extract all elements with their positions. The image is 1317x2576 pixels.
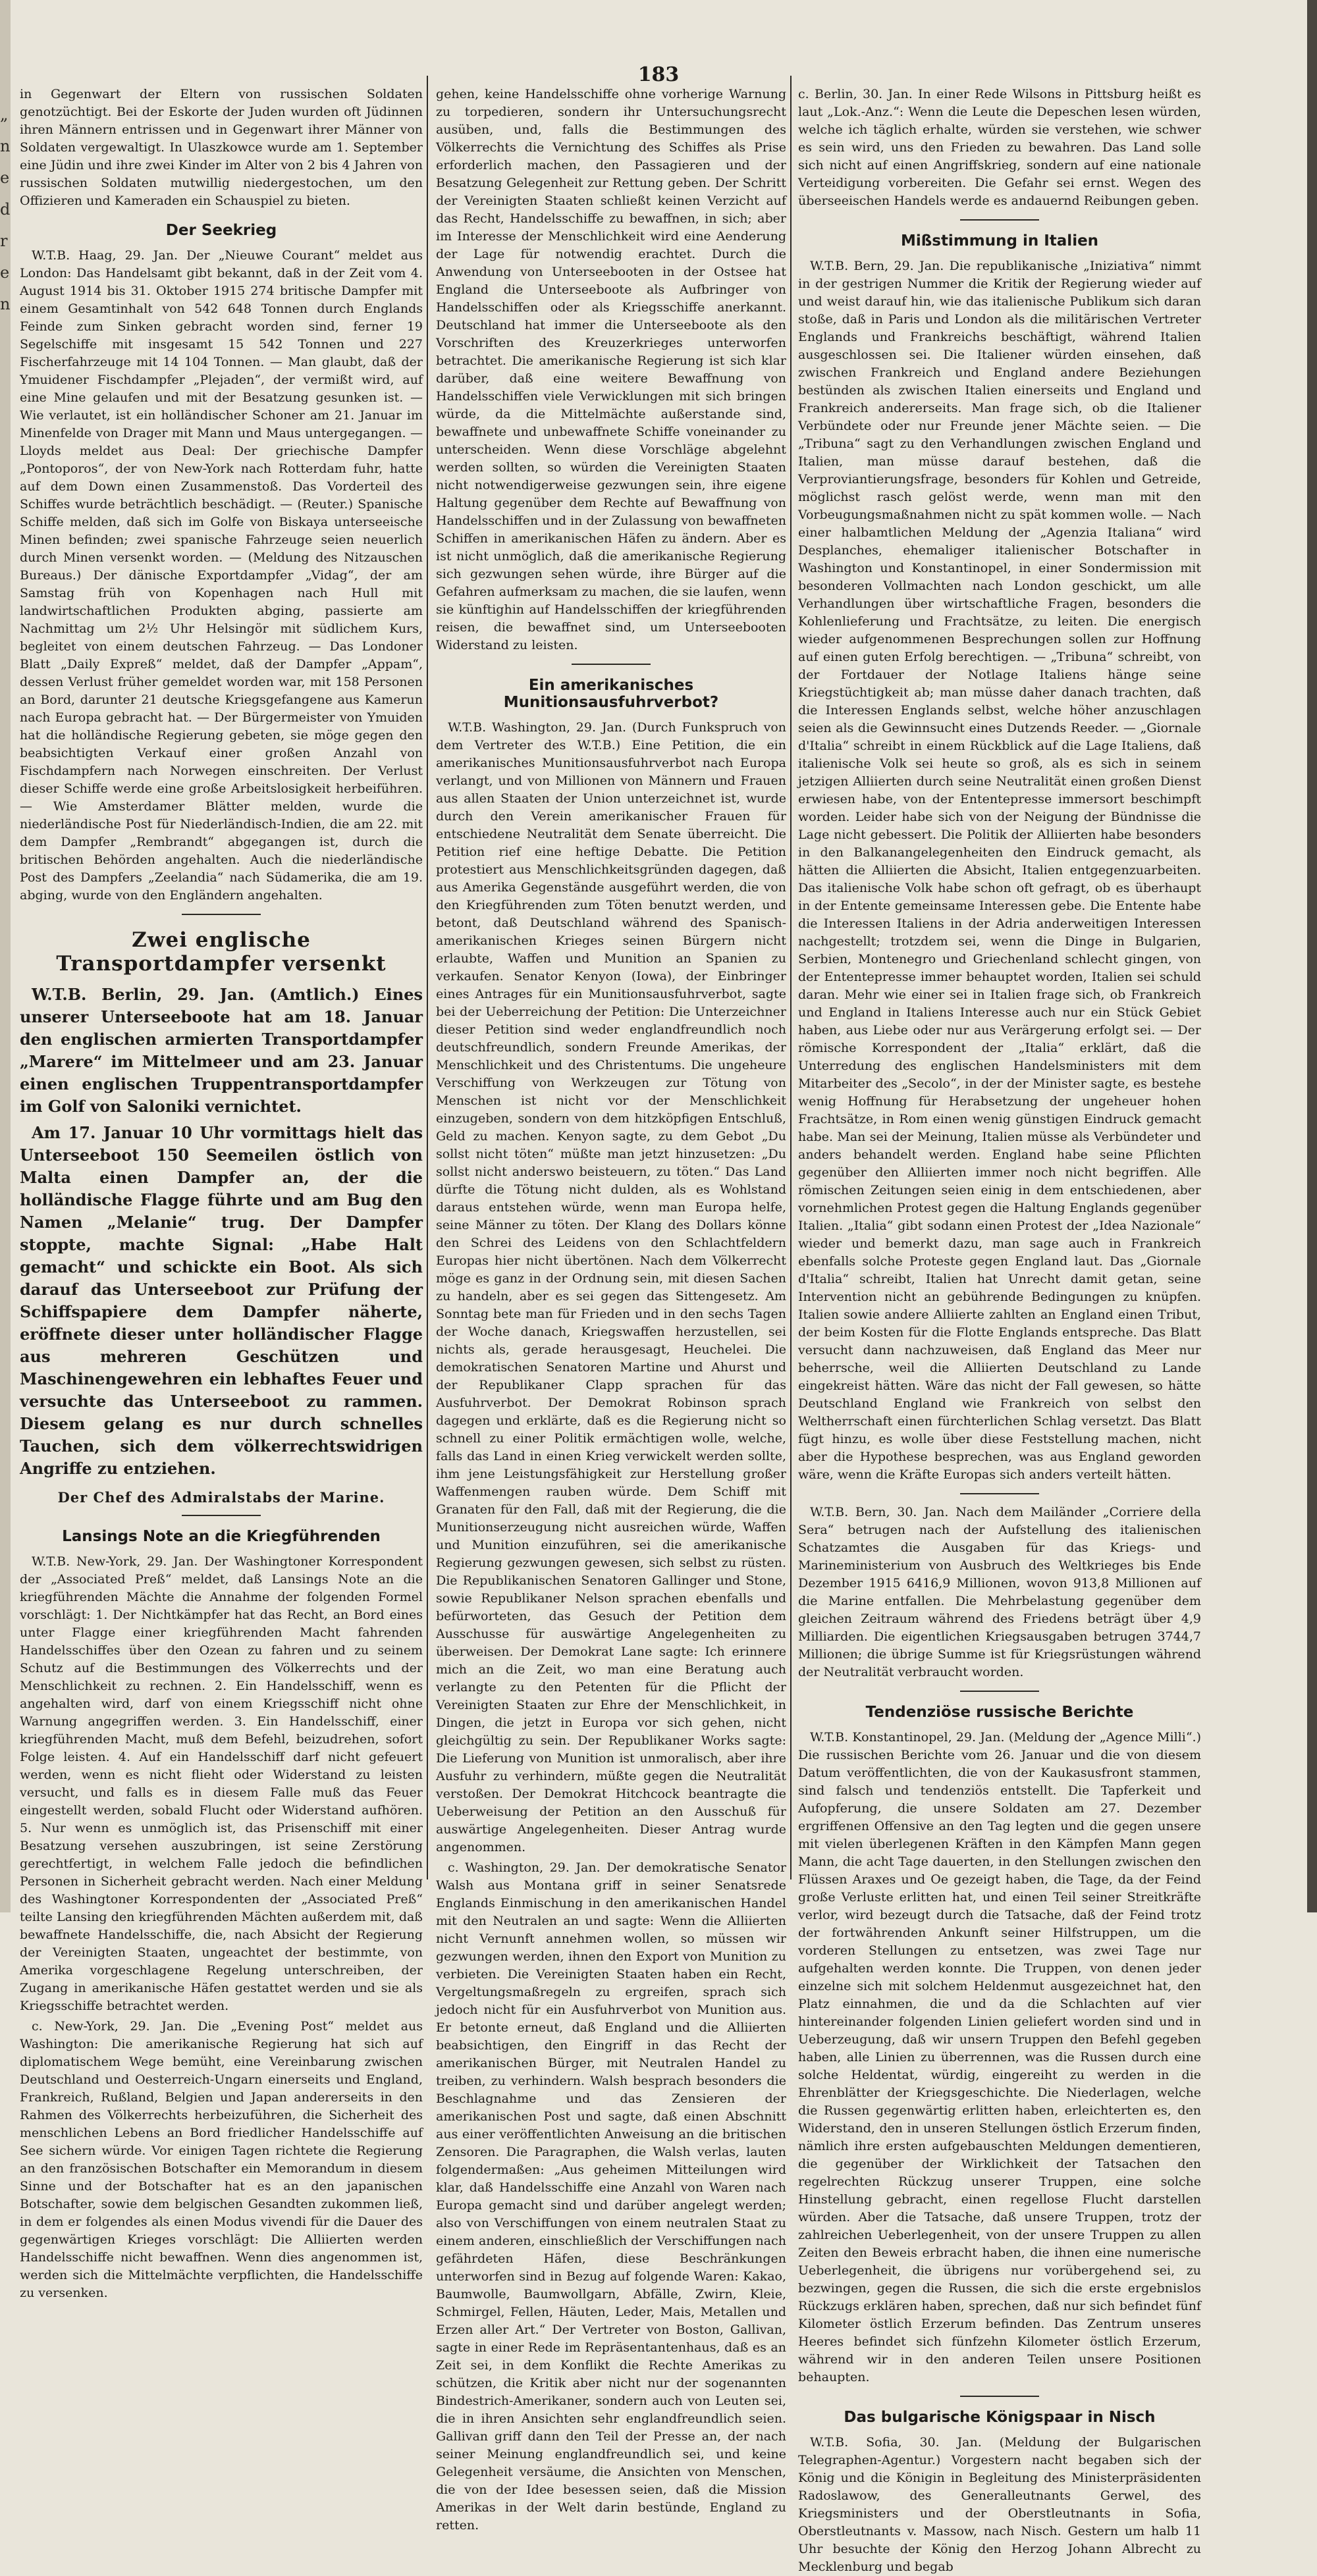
section-separator bbox=[182, 914, 261, 915]
gutter-char: n bbox=[0, 295, 11, 313]
gutter-char: d bbox=[0, 200, 11, 219]
russische-paragraph: W.T.B. Konstantinopel, 29. Jan. (Meldung der „Agence Milli“.) Die russischen Berichte vom 26. Januar und die von diesem Datum veröffentlichten, die von der Kaukasusfront stammen, sind falsch und tendenziös entstellt. Die Tapferkeit und Aufopferung, die unsere Soldaten am 27. Dezember ergriffenen Offensive an den Tag legten und die gegen unsere mit vielen überlegenen Kräften in den Kämpfen Mann gegen Mann, die acht Tage dauerten, in den Stellungen zwischen den Flüssen Araxes und Oe gezeigt haben, die Tage, da der Feind große Verluste erlitten hat, und einen Teil seiner Streitkräfte verlor, wird bezeugt durch die Tatsache, daß der Feind trotz der fortwährenden Ankunft seiner Hilfstruppen, um die vorderen Stellungen zu entsetzen, was zwei Tage nur aufgehalten werden konnte. Die Truppen, von denen jeder einzelne sich mit solchem Heldenmut ausgezeichnet hat, den Platz einnahmen, die und da die Schlachten auf vier hintereinander folgenden Linien geliefert worden sind und in Ueberzeugung, daß wir unsern Truppen den Befehl gegeben haben, alle Linien zu überrennen, was die Russen durch eine solche Heldentat, würdig, eingereiht zu werden in die Ehrenblätter der Kriegsgeschichte. Die Niederlagen, welche die Russen gegenwärtig erlitten haben, erleichterten es, den Widerstand, den in unseren Stellungen östlich Erzerum finden, nämlich ihre ersten aufgebauschten Meldungen dementieren, die gegenüber der Wirklichkeit der Tatsachen den regelrechten Rückzug unserer Truppen, eine solche Hinstellung gebracht, einen regellose Flucht darstellen würden. Aber die Tatsache, daß unsere Truppen, trotz der zahlreichen Ueberlegenheit, von der unsere Truppen zu allen Zeiten den Beweis erbracht haben, die ihnen eine numerische Ueberlegenheit, die übrigens nur vorübergehend sei, zu bezwingen, gegen die Russen, die sich die erste ergebnislos Rückzugs erklären haben, sprechen, daß nur sich befindet fünf Kilometer östlich Erzerum befinden. Das Zentrum unseres Heeres befindet sich fünfzehn Kilometer östlich Erzerum, während wir in den anderen Teilen unsere Positionen behaupten. bbox=[798, 1730, 1201, 2384]
scan-edge-right bbox=[1307, 0, 1317, 1912]
neutral-paragraph: gehen, keine Handelsschiffe ohne vorherige Warnung zu torpedieren, sondern ihr Untersuchungsrecht ausüben, und, falls die Bestimmungen des Völkerrechts die Vernichtung des Schiffes als Prise erforderlich machen, den Passagieren und der Besatzung Gelegenheit zur Rettung geben. Der Schritt der Vereinigten Staaten schließt keinen Verzicht auf das Recht, Handelsschiffe zu bewaffnen, in sich; aber im Interesse der Menschlichkeit wird eine Aenderung der Lage für notwendig erachtet. Durch die Anwendung von Unterseebooten in der Ostsee hat England die Unterseeboote als Aufbringer von Handelsschiffen oder als Kriegsschiffe anerkannt. Deutschland hat immer die Unterseeboote als den Vorschriften des Kreuzerkrieges unterworfen betrachtet. Die amerikanische Regierung ist sich klar darüber, daß eine weitere Bewaffnung von Handelsschiffen viele Verwicklungen mit sich bringen würde, da die Mittelmächte außerstande sind, bewaffnete und unbewaffnete Schiffe voneinander zu unterscheiden. Wenn diese Vorschläge abgelehnt werden sollten, so würden die Vereinigten Staaten nicht notwendigerweise gezwungen sein, ihre eigene Haltung gegenüber dem Rechte auf Bewaffnung von Handelsschiffen und in der Zulassung von bewaffneten Schiffen in amerikanischen Häfen zu ändern. Aber es ist nicht unmöglich, daß die amerikanische Regierung sich gezwungen sehen würde, ihre Bürger auf die Gefahren aufmerksam zu machen, die sie laufen, wenn sie künftighin auf Handelsschiffen der kriegführenden reisen, die bewaffnet sind, um Unterseebooten Widerstand zu leisten. bbox=[436, 87, 786, 652]
gutter-fragments bbox=[0, 99, 12, 1218]
intro-paragraph: in Gegenwart der Eltern von russischen Soldaten genotzüchtigt. Bei der Eskorte der Juden wurden oft Jüdinnen ihren Männern entrissen und in Gegenwart ihrer Männer von Soldaten vergewaltigt. In Ulaszkowce wurde am 1. September eine Jüdin und ihre zwei Kinder im Alter von 2 bis 4 Jahren von russischen Soldaten mutwillig niedergestochen, um den Offizieren und Kameraden ein Schauspiel zu bieten. bbox=[20, 87, 423, 208]
bulgar-heading: Das bulgarische Königspaar in Nisch bbox=[844, 2409, 1156, 2426]
italien-heading: Mißstimmung in Italien bbox=[900, 232, 1099, 250]
column-middle bbox=[436, 86, 786, 2533]
transport-paragraph-1: W.T.B. Berlin, 29. Jan. (Amtlich.) Eines unserer Unterseeboote hat am 18. Januar den englischen armierten Transportdampfer „Marere“ im Mittelmeer und am 23. Januar einen englischen Truppentransportdampfer im Golf von Saloniki vernichtet. bbox=[20, 985, 423, 1116]
column-left bbox=[20, 86, 423, 2300]
gutter-char: n bbox=[0, 137, 11, 155]
bulgar-paragraph: W.T.B. Sofia, 30. Jan. (Meldung der Bulgarischen Telegraphen-Agentur.) Vorgestern nacht begaben sich der König und die Königin in Begleitung des Ministerpräsidenten Radoslawow, des Generalleutnants Gerwel, des Kriegsministers und der Oberstleutnants in Sofia, Oberstleutnants v. Massow, nach Nisch. Gestern um halb 11 Uhr besuchte der König den Herzog Johann Albrecht zu Mecklenburg und begab bbox=[798, 2435, 1201, 2574]
section-separator bbox=[572, 664, 651, 665]
column-rule bbox=[790, 76, 792, 1879]
munitions-paragraph-1: W.T.B. Washington, 29. Jan. (Durch Funkspruch von dem Vertreter des W.T.B.) Eine Petition, die ein amerikanisches Munitionsausfuhrverbot nach Europa verlangt, und von Millionen von Männern und Frauen aus allen Staaten der Union unterzeichnet ist, wurde durch den Verein amerikanischer Frauen für entschiedene Neutralität dem Senate überreicht. Die Petition rief eine heftige Debatte. Die Petition protestiert aus Menschlichkeitsgründen dagegen, daß aus Amerika Gegenstände ausgeführt werden, die von den Kriegführenden zum Töten benutzt werden, und betont, daß Deutschland während des Spanisch-amerikanischen Krieges seinen Bürgern nicht erlaubte, Waffen und Munition an Spanien zu verkaufen. Senator Kenyon (Iowa), der Einbringer eines Antrages für ein Munitionsausfuhrverbot, sagte bei der Ueberreichung der Petition: Die Unterzeichner dieser Petition sind weder englandfreundlich noch deutschfreundlich, sondern Freunde Amerikas, der Menschlichkeit und des Christentums. Die ungeheure Verschiffung von Werkzeugen zur Tötung von Menschen ist nicht vor der Menschlichkeit einzugeben, sondern von dem hitzköpfigen Entschluß, Geld zu machen. Kenyon sagte, zu dem Gebot „Du sollst nicht töten“ müßte man jetzt hinzusetzen: „Du sollst nicht anderswo beisteuern, zu töten.“ Das Land dürfte die Tötung nicht dulden, als es Wohlstand daraus entstehen würde, wenn man Europa helfe, seine Männer zu töten. Der Klang des Dollars könne den Schrei des Leidens von den Schlachtfeldern Europas hier nicht übertönen. Nach dem Völkerrecht möge es ganz in der Ordnung sein, mit diesen Sachen zu handeln, aber es sei gegen das Sittengesetz. Am Sonntag bete man für Frieden und in den sechs Tagen der Woche danach, Kriegswaffen herzustellen, sei nichts als, gerade herausgesagt, Heuchelei. Die demokratischen Senatoren Martine und Ahurst und der Republikaner Clapp sprachen für das Ausfuhrverbot. Der Demokrat Robinson sprach dagegen und erklärte, daß es die Regierung nicht so schnell zu einer Politik ermächtigen wolle, welche, falls das Land in einen Krieg verwickelt werden sollte, ihm jene Leistungsfähigkeit zur Herstellung großer Waffenmengen rauben würde. Dem Schiff mit Granaten für den Fall, daß mit der Regierung, die die Munitionserzeugung nicht ausreichen würde, Waffen und Munition einzuführen, sei die amerikanische Regierung gezwungen gewesen, sich selbst zu rüsten. Die Republikanischen Senatoren Gallinger und Stone, sowie Republikaner Nelson sprachen ebenfalls und befürworteten, das Gesuch der Petition dem Ausschusse für auswärtige Angelegenheiten zu überweisen. Der Demokrat Lane sagte: Ich erinnere mich an die Zeit, wo man eine Beratung auch verlangte zu den Petenten für die Pflicht der Vereinigten Staaten zur Ehre der Menschlichkeit, in Dingen, die jetzt in Europa vor sich gehen, nicht gleichgültig zu sein. Der Republikaner Works sagte: Die Lieferung von Munition ist unmoralisch, aber ihre Ausfuhr zu verhindern, müßte gegen die Neutralität verstoßen. Der Demokrat Hitchcock beantragte die Ueberweisung der Petition an den Ausschuß für auswärtige Angelegenheiten. Dieser Antrag wurde angenommen. bbox=[436, 720, 786, 1854]
section-separator bbox=[960, 1691, 1039, 1692]
section-separator bbox=[960, 219, 1039, 221]
gutter-char: e bbox=[0, 263, 10, 282]
lansing-paragraph-2: c. New-York, 29. Jan. Die „Evening Post“ meldet aus Washington: Die amerikanische Regierung hat sich auf diplomatischem Wege bemüht, eine Vereinbarung zwischen Deutschland und Oesterreich-Ungarn einerseits und England, Frankreich, Rußland, Belgien und Japan andererseits in den Rahmen des Völkerrechts herbeizuführen, die Sicherheit des menschlichen Lebens an Bord friedlicher Handelsschiffe auf See sichern würde. Vor einigen Tagen richtete die Regierung an den französischen Botschafter ein Memorandum in diesem Sinne und der Botschafter hat es an den japanischen Botschafter, sowie dem belgischen Gesandten zukommen ließ, in dem er folgendes als einen Modus vivendi für die Dauer des gegenwärtigen Krieges vorschlägt: Die Alliierten werden Handelsschiffe nicht bewaffnen. Wenn dies angenommen ist, werden sich die Mittelmächte verpflichten, die Handelsschiffe zu versenken. bbox=[20, 2019, 423, 2300]
italien-paragraph-1: W.T.B. Bern, 29. Jan. Die republikanische „Iniziativa“ nimmt in der gestrigen Nummer die Kritik der Regierung wieder auf und weist darauf hin, wie das italienische Publikum sich daran stoße, daß in Paris und London als die militärischen Vertreter Englands und Frankreichs beschäftigt, während Italien ausgeschlossen sei. Die Italiener würden einsehen, daß zwischen Frankreich und England andere Beziehungen bestünden als zwischen Italien einerseits und England und Frankreich andererseits. Man frage sich, ob die Italiener Verbündete oder nur Freunde jener Mächte seien. — Die „Tribuna“ sagt zu den Verhandlungen zwischen England und Italien, man müsse darauf bestehen, daß die Verproviantierungsfrage, besonders für Kohlen und Getreide, möglichst rasch gelöst werde, wenn man mit den Vorbeugungsmaßnahmen nicht zu spät kommen wolle. — Nach einer halbamtlichen Meldung der „Agenzia Italiana“ wird Desplanches, ehemaliger italienischer Botschafter in Washington und Konstantinopel, in einer Sondermission mit besonderen Vollmachten nach London geschickt, um alle Verhandlungen über wirtschaftliche Fragen, besonders die Kohlenlieferung und Frachtsätze, zu leiten. Die energisch wieder aufgenommenen Besprechungen sollen zur Hoffnung auf einen guten Erfolg berechtigen. — „Tribuna“ schreibt, von der Fortdauer der Notlage Italiens hänge seine Kriegstüchtigkeit ab; man müsse daher danach trachten, daß die Interessen Englands selbst, welche höher anzuschlagen seien als die Gewinnsucht eines Dutzends Reeder. — „Giornale d'Italia“ schreibt in einem Rückblick auf die Lage Italiens, daß italienische Volk sei heute so groß, als es sich in seinem jetzigen Alliierten durch seine Neutralität einen großen Dienst erwiesen habe, von der Ententepresse immersort beschimpft worden. Leider habe sich von der Neigung der Bündnisse die Lage nicht gebessert. Die Politik der Alliierten habe besonders in den Balkanangelegenheiten den Eindruck gemacht, als hätten die Alliierten die Absicht, Italien entgegenzuarbeiten. Das italienische Volk habe schon oft gefragt, ob es überhaupt in der Entente gemeinsame Interessen gebe. Die Entente habe die Interessen Italiens in der Adria anderweitigen Interessen nachgestellt; trotzdem sei, wenn die Dinge in Bulgarien, Serbien, Montenegro und Griechenland schlecht gingen, von der Ententepresse immer behauptet worden, Italien sei schuld daran. Mehr wie einer sei in Italien frage sich, ob Frankreich und England in Italiens Interesse auch nur ein Stück Gebiet haben, aus Liebe oder nur aus Verärgerung erfolgt sei. — Der römische Korrespondent der „Italia“ erklärt, daß die Unterredung des englischen Handelsministers mit dem Mitarbeiter des „Secolo“, in der der Minister sagte, es bestehe wenig Hoffnung für Herabsetzung der ungeheuer hohen Frachtsätze, in Rom einen wenig günstigen Eindruck gemacht habe. Man sei der Meinung, Italien müsse als Verbündeter und anders behandelt werden. England habe seine Pflichten gegenüber den Alliierten immer noch nicht begriffen. Alle römischen Zeitungen seien einig in dem entschiedenen, aber vornehmlichen Protest gegen die Haltung Englands gegenüber Italien. „Italia“ gibt sodann einen Protest der „Idea Nazionale“ wieder und bemerkt dazu, man sage auch in Frankreich ebenfalls solche Proteste gegen England laut. Das „Giornale d'Italia“ schreibt, Italien hat Unrecht damit getan, seine Intervention nicht an gebührende Bedingungen zu knüpfen. Italien sowie andere Alliierte zahlten an England einen Tribut, der beim Kosten für die Flotte Englands entspreche. Das Blatt versucht dann nachzuweisen, daß England das Meer nur beherrsche, weil die Alliierten Deutschland zu Lande eingekreist hätten. Wäre das nicht der Fall gewesen, so hätte Deutschland England wie Frankreich von selbst den Weltherrschaft einen fürchterlichen Schlag versetzt. Das Blatt fügt hinzu, es wolle über diese Feststellung machen, nicht aber die Hypothese besprechen, was aus England geworden wäre, wenn die Kräfte Europas sich anders verteilt hätten. bbox=[798, 259, 1201, 1482]
italien-paragraph-2: W.T.B. Bern, 30. Jan. Nach dem Mailänder „Corriere della Sera“ betrugen nach der Aufstellung des italienischen Schatzamtes die Ausgaben für das Kriegs- und Marineministerium von Ausbruch des Weltkrieges bis Ende Dezember 1915 6416,9 Millionen, wovon 913,8 Millionen auf die Marine entfallen. Die Mehrbelastung gegenüber dem gleichen Zeitraum während des Friedens beträgt über 4,9 Milliarden. Die eigentlichen Kriegsausgaben betrugen 3744,7 Millionen; die übrige Summe ist für Kriegsrüstungen während der Neutralität verbraucht worden. bbox=[798, 1505, 1201, 1679]
transport-heading: Zwei englische Transportdampfer versenkt bbox=[56, 928, 387, 976]
wilson-paragraph: c. Berlin, 30. Jan. In einer Rede Wilsons in Pittsburg heißt es laut „Lok.-Anz.“: Wenn die Leute die Depeschen lesen würden, welche ich täglich erhalte, würden sie verstehen, wie schwer es sein wird, uns den Frieden zu bewahren. Das Land solle sich nicht auf einen Angriffskrieg, sondern auf eine nationale Verteidigung vorbereiten. Die Gefahr sei ernst. Wegen des überseeischen Handels werde es andauernd Reibungen geben. bbox=[798, 87, 1201, 208]
gutter-char: „ bbox=[0, 105, 9, 124]
section-separator bbox=[182, 1515, 261, 1516]
seekrieg-article: W.T.B. Haag, 29. Jan. Der „Nieuwe Courant“ meldet aus London: Das Handelsamt gibt bekannt, daß in der Zeit vom 4. August 1914 bis 31. Oktober 1915 274 britische Dampfer mit einem Gesamtinhalt von 542 648 Tonnen durch Englands Feinde zum Sinken gebracht worden sind, ferner 19 Segelschiffe mit insgesamt 15 542 Tonnen und 227 Fischerfahrzeuge mit 14 104 Tonnen. — Man glaubt, daß der Ymuidener Fischdampfer „Plejaden“, der vermißt wird, auf eine Mine gelaufen und mit der Besatzung gesunken ist. — Wie verlautet, ist ein holländischer Schoner am 21. Januar im Minenfelde von Drager mit Mann und Maus untergegangen. — Lloyds meldet aus Deal: Der griechische Dampfer „Pontoporos“, der von New-York nach Rotterdam fuhr, hatte auf dem Down einen Zusammenstoß. Das Vorderteil des Schiffes wurde beträchtlich beschädigt. — (Reuter.) Spanische Schiffe melden, daß sich im Golfe von Biskaya unterseeische Minen befinden; zwei spanische Fahrzeuge seien neuerlich durch Minen versenkt worden. — (Meldung des Nitzauschen Bureaus.) Der dänische Exportdampfer „Vidag“, der am Samstag früh von Kopenhagen nach Hull mit landwirtschaftlichen Produkten abging, passierte am Nachmittag um 2½ Uhr Helsingör mit südlichem Kurs, begleitet von einem deutschen Fahrzeug. — Das Londoner Blatt „Daily Expreß“ meldet, daß der Dampfer „Appam“, dessen Verlust früher gemeldet worden war, mit 158 Personen an Bord, darunter 21 deutsche Kriegsgefangene aus Kamerun nach Europa gebracht hat. — Der Bürgermeister von Ymuiden hat die holländische Regierung gebeten, sie möge gegen den beabsichtigten Verkauf einer großen Anzahl von Fischdampfern nach Norwegen einschreiten. Der Verlust dieser Schiffe werde eine große Arbeitslosigkeit herbeiführen. — Wie Amsterdamer Blätter melden, wurde die niederländische Post für Niederländisch-Indien, die am 22. mit dem Dampfer „Rembrandt“ abgegangen ist, durch die britischen Behörden angehalten. Auch die niederländische Post des Dampfers „Zeelandia“ nach Südamerika, die am 19. abging, wurde von den Engländern angehalten. bbox=[20, 248, 423, 903]
lansing-paragraph-1: W.T.B. New-York, 29. Jan. Der Washingtoner Korrespondent der „Associated Preß“ meldet, daß Lansings Note an die kriegführenden Mächte die Annahme der folgenden Formel vorschlägt: 1. Der Nichtkämpfer hat das Recht, an Bord eines unter Flagge einer kriegführenden Macht fahrenden Handelsschiffes über den Ozean zu fahren und zu seinem Schutz auf die Bestimmungen des Völkerrechts und der Menschlichkeit zu rechnen. 2. Ein Handelsschiff, wenn es angehalten wird, darf von einem Kriegsschiff nicht ohne Warnung angegriffen werden. 3. Ein Handelsschiff, einer kriegführenden Macht, muß dem Befehl, beizudrehen, sofort Folge leisten. 4. Auf ein Handelsschiff darf nicht gefeuert werden, wenn es nicht flieht oder Widerstand zu leisten versucht, und falls es in diesem Falle muß das Feuer eingestellt werden, sobald Flucht oder Widerstand aufhören. 5. Nur wenn es unmöglich ist, das Prisenschiff mit einer Besatzung versehen auszubringen, ist seine Zerstörung gerechtfertigt, in welchem Falle jedoch die befindlichen Personen in Sicherheit gebracht werden. Nach einer Meldung des Washingtoner Korrespondenten der „Associated Preß“ teilte Lansing den kriegführenden Mächten außerdem mit, daß bewaffnete Handelsschiffe, die, nach Absicht der Regierung der Vereinigten Staaten, ungeachtet der bestimmte, von Amerika vorgeschlagene Regelung unterschreiben, der Zugang in amerikanische Häfen gestattet werden und sie als Kriegsschiffe betrachtet werden. bbox=[20, 1554, 423, 2013]
gutter-char: e bbox=[0, 169, 10, 187]
lansing-heading: Lansings Note an die Kriegführenden bbox=[62, 1528, 381, 1545]
russische-heading: Tendenziöse russische Berichte bbox=[865, 1704, 1134, 1721]
seekrieg-heading: Der Seekrieg bbox=[165, 222, 277, 239]
section-separator bbox=[960, 2396, 1039, 2397]
munitions-paragraph-2: c. Washington, 29. Jan. Der demokratische Senator Walsh aus Montana griff in seiner Senatsrede Englands Einmischung in den amerikanischen Handel mit den Neutralen an und sagte: Wenn die Alliierten nicht Vernunft annehmen wollen, so müssen wir gezwungen werden, ihnen den Export von Munition zu verbieten. Die Vereinigten Staaten haben ein Recht, Vergeltungsmaßregeln zu ergreifen, sprach sich jedoch nicht für ein Ausfuhrverbot von Munition aus. Er betonte erneut, daß England und die Alliierten beabsichtigen, den Eingriff in das Recht der amerikanischen Bürger, mit Neutralen Handel zu treiben, zu verhindern. Walsh besprach besonders die Beschlagnahme und das Zensieren der amerikanischen Post und sagte, daß einen Abschnitt aus einer veröffentlichten Anweisung an die britischen Zensoren. Die Paragraphen, die Walsh verlas, lauten folgendermaßen: „Aus geheimen Mitteilungen wird klar, daß Handelsschiffe eine Anzahl von Waren nach Europa gemacht sind und darüber angelegt werden; also von Verschiffungen von einem neutralen Staat zu einem anderen, einschließlich der Verschiffungen nach gefährdeten Häfen, diese Beschränkungen unterworfen sind in Bezug auf folgende Waren: Kakao, Baumwolle, Baumwollgarn, Abfälle, Zwirn, Kleie, Schmirgel, Fellen, Häuten, Leder, Mais, Metallen und Erzen aller Art.“ Der Vertreter von Boston, Gallivan, sagte in einer Rede im Repräsentantenhaus, daß es an Zeit sei, in dem Konflikt die Rechte Amerikas zu schützen, die Kritik aber nicht nur der sogenannten Bindestrich-Amerikaner, sondern auch von Leuten sei, die in ihren Ansichten sehr englandfreundlich seien. Gallivan griff dann den Teil der Presse an, der nach seiner Meinung englandfreundlich sei, und keine Gelegenheit versäume, die Ansichten von Menschen, die von der Idee besessen seien, daß die Mission Amerikas in der Welt darin bestünde, England zu retten. bbox=[436, 1860, 786, 2533]
transport-paragraph-2: Am 17. Januar 10 Uhr vormittags hielt das Unterseeboot 150 Seemeilen östlich von Malta einen Dampfer an, der die holländische Flagge führte und am Bug den Namen „Melanie“ trug. Der Dampfer stoppte, machte Signal: „Habe Halt gemacht“ und schickte ein Boot. Als sich darauf das Unterseeboot zur Prüfung der Schiffspapiere dem Dampfer näherte, eröffnete dieser unter holländischer Flagge aus mehreren Geschützen und Maschinengewehren ein lebhaftes Feuer und versuchte das Unterseeboot zu rammen. Diesem gelang es nur durch schnelles Tauchen, sich dem völkerrechtswidrigen Angriffe zu entziehen. bbox=[20, 1123, 423, 1478]
column-rule bbox=[427, 76, 428, 1879]
section-separator bbox=[960, 1493, 1039, 1494]
munitions-heading: Ein amerikanisches Munitionsausfuhrverbot? bbox=[503, 677, 719, 711]
page-number: 183 bbox=[637, 63, 680, 86]
transport-signature: Der Chef des Admiralstabs der Marine. bbox=[57, 1489, 385, 1506]
column-right bbox=[798, 86, 1201, 2574]
gutter-char: r bbox=[0, 232, 8, 250]
